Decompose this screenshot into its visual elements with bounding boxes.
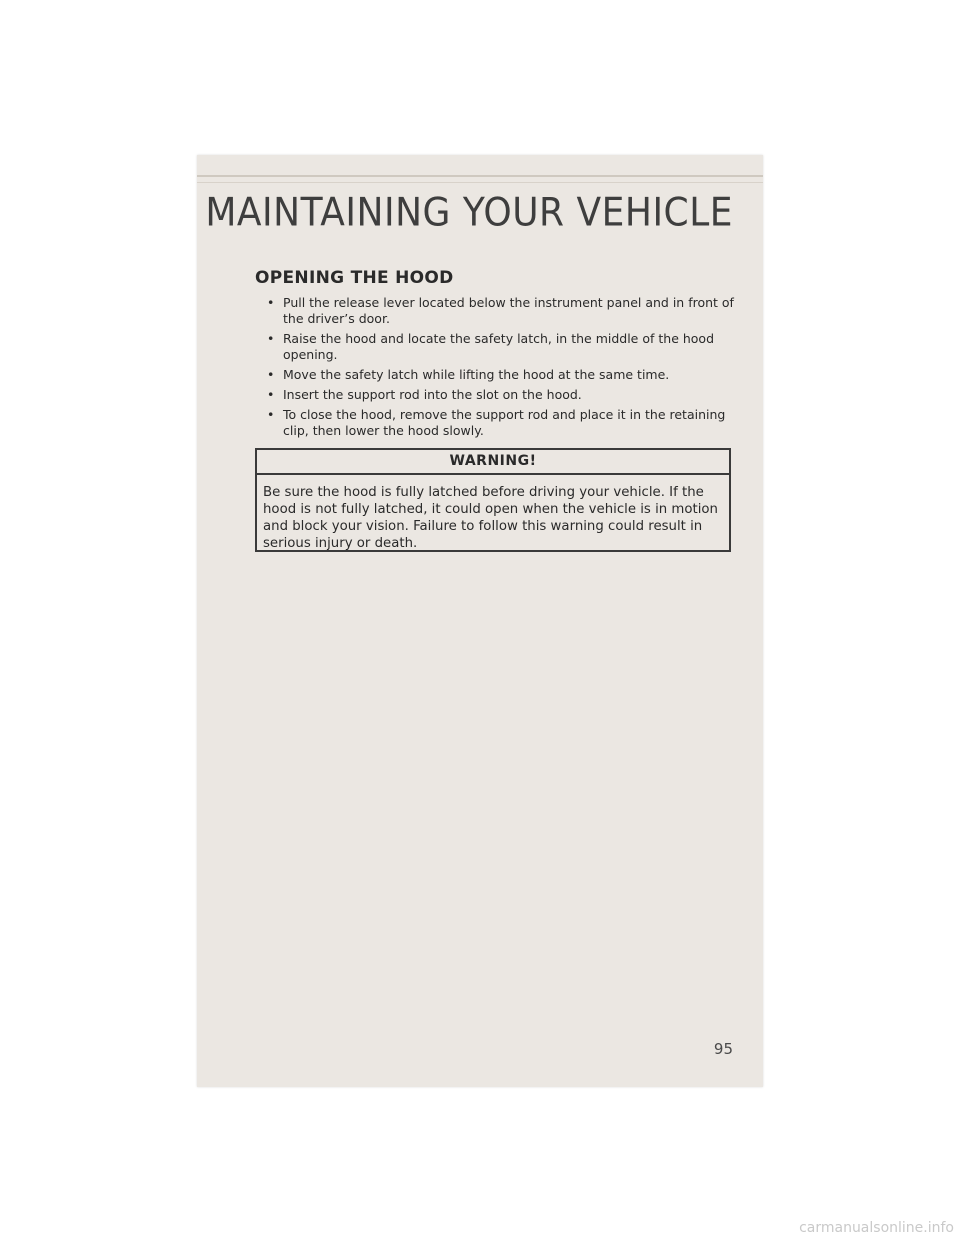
list-item [267,367,737,383]
bullet-icon: • [267,387,275,402]
section-title: MAINTAINING YOUR VEHICLE [205,191,733,236]
watermark: carmanualsonline.info [799,1220,954,1236]
warning-box [255,448,731,552]
list-item-text: Pull the release lever located below the instrument panel and in front of the driver’s door. [283,295,734,326]
header-rule-thin [197,182,763,183]
list-item [267,331,737,363]
bullet-icon: • [267,407,275,422]
bullet-icon: • [267,295,275,310]
list-item-text: Raise the hood and locate the safety latch, in the middle of the hood opening. [283,331,715,362]
bullet-icon: • [267,331,275,346]
instruction-list [267,295,737,443]
list-item [267,295,737,327]
bullet-icon: • [267,367,275,382]
warning-title: WARNING! [257,450,729,475]
header-rule [197,175,763,177]
list-item-text: Move the safety latch while lifting the hood at the same time. [283,367,670,382]
manual-page [197,155,763,1087]
page-number: 95 [713,1040,733,1058]
list-item [267,407,737,439]
warning-text: Be sure the hood is fully latched before driving your vehicle. If the hood is not fully latched, it could open when the vehicle is in motion and block your vision. Failure to follow this warning could result in serious injury or death. [263,485,718,551]
list-item-text: Insert the support rod into the slot on the hood. [283,387,582,402]
page-heading: OPENING THE HOOD [255,268,454,288]
list-item-text: To close the hood, remove the support rod and place it in the retaining clip, then lower the hood slowly. [283,407,726,438]
list-item [267,387,737,403]
